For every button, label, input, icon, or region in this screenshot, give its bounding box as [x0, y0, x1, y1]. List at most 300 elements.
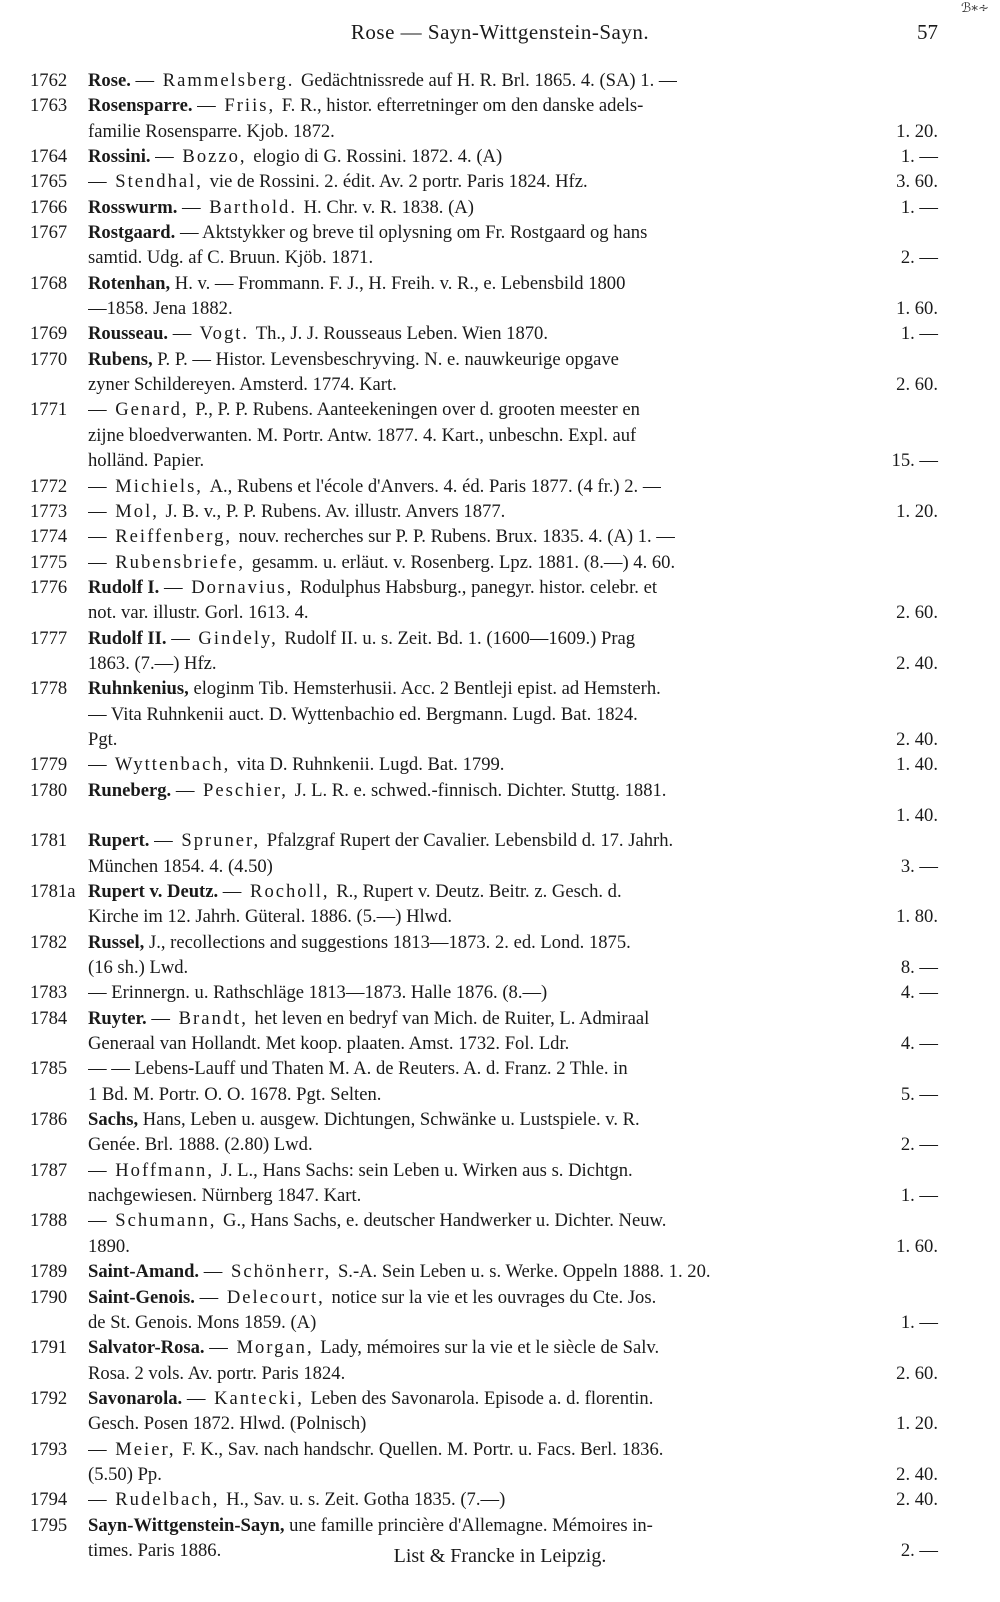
entry-description: Genée. Brl. 1888. (2.80) Lwd. [88, 1134, 313, 1156]
entry-description: 1 Bd. M. Portr. O. O. 1678. Pgt. Selten. [88, 1083, 382, 1105]
entry-text [88, 245, 373, 270]
entry-heading: Salvator-Rosa. [88, 1337, 210, 1359]
catalog-entry [0, 474, 1000, 499]
entry-line [88, 397, 938, 422]
entry-line [88, 930, 938, 955]
catalog-entry [0, 575, 1000, 626]
entry-line [88, 702, 938, 727]
entry-heading: Rubens, [88, 348, 158, 370]
entry-text [88, 1158, 633, 1183]
entry-description: H. Chr. v. R. 1838. (A) [303, 196, 474, 218]
entry-author: — Rubensbriefe, [88, 551, 252, 573]
entry-description: nouv. recherches sur P. P. Rubens. Brux. 1835. 4. (A) 1. — [238, 526, 675, 548]
entry-price: 1. 60. [896, 1235, 938, 1257]
entry-line [88, 93, 938, 118]
entry-number: 1787 [30, 1159, 68, 1181]
entry-description: het leven en bedryf van Mich. de Ruiter, L. Admiraal [254, 1007, 650, 1029]
entry-author: — Schumann, [88, 1210, 224, 1232]
entry-price: 1. 20. [896, 1413, 938, 1435]
catalog-entry [0, 1107, 1000, 1158]
entry-number: 1771 [30, 399, 68, 421]
entry-description: — Erinnergn. u. Rathschläge 1813—1873. Halle 1876. (8.—) [88, 982, 548, 1004]
entry-line [88, 119, 938, 144]
catalog-entry [0, 397, 1000, 473]
entry-number: 1792 [30, 1387, 68, 1409]
entry-description: Rosa. 2 vols. Av. portr. Paris 1824. [88, 1362, 346, 1384]
entry-text [88, 1132, 313, 1157]
entry-line [88, 1285, 938, 1310]
entry-text [88, 524, 675, 549]
entry-heading: Russel, [88, 931, 149, 953]
entry-text [88, 1361, 345, 1386]
entry-text [88, 980, 547, 1005]
catalog-entry [0, 676, 1000, 752]
catalog-entry [0, 1056, 1000, 1107]
entry-line [88, 980, 938, 1005]
entry-author: — Reiffenberg, [88, 526, 239, 548]
publisher-imprint: List & Francke in Leipzig. [393, 1545, 607, 1567]
entry-text [88, 676, 661, 701]
entry-text [88, 1462, 162, 1487]
entry-description: not. var. illustr. Gorl. 1613. 4. [88, 602, 309, 624]
entry-line [88, 1335, 938, 1360]
entry-author: — Morgan, [209, 1337, 321, 1359]
entry-text [88, 1335, 659, 1360]
entry-author: — Brandt, [151, 1007, 255, 1029]
entry-text [88, 727, 117, 752]
entry-line [88, 879, 938, 904]
entry-heading: Rostgaard. [88, 222, 180, 244]
entry-line [88, 575, 938, 600]
catalog-entry [0, 1259, 1000, 1284]
entry-description: vie de Rossini. 2. édit. Av. 2 portr. Paris 1824. Hfz. [209, 171, 588, 193]
entry-line [88, 169, 938, 194]
entry-description: Generaal van Hollandt. Met koop. plaaten. Amst. 1732. Fol. Ldr. [88, 1033, 570, 1055]
catalog-entry [0, 626, 1000, 677]
entry-text [88, 778, 666, 803]
entry-price: 1. 80. [896, 906, 938, 928]
entry-line [88, 144, 938, 169]
entry-line [88, 195, 938, 220]
catalog-entry [0, 195, 1000, 220]
entry-text [88, 397, 640, 422]
entry-description: nachgewiesen. Nürnberg 1847. Kart. [88, 1185, 362, 1207]
entry-text [88, 423, 636, 448]
entry-heading: Rossini. [88, 146, 156, 168]
entry-text [88, 626, 635, 651]
entry-price: 2. 60. [896, 1362, 938, 1384]
entry-price: 15. — [891, 450, 938, 472]
entry-text [88, 1310, 316, 1335]
catalog-entry [0, 550, 1000, 575]
entry-line [88, 676, 938, 701]
entry-price: 3. — [900, 855, 938, 877]
entry-author: — Mol, [88, 500, 166, 522]
entry-line [88, 1031, 938, 1056]
entry-line [88, 803, 938, 828]
entry-line [88, 727, 938, 752]
entry-description: P. P. — Histor. Levensbeschryving. N. e. nauwkeurige opgave [157, 348, 619, 370]
entry-author: — Meier, [88, 1438, 183, 1460]
entry-number: 1766 [30, 196, 68, 218]
catalog-entry [0, 347, 1000, 398]
entry-author: — Kantecki, [186, 1387, 311, 1409]
entry-text [88, 955, 188, 980]
entry-price: 5. — [900, 1083, 938, 1105]
catalog-entry [0, 879, 1000, 930]
entry-text [88, 1208, 666, 1233]
entry-text [88, 119, 335, 144]
catalog-entry [0, 930, 1000, 981]
entry-description: Hans, Leben u. ausgew. Dichtungen, Schwänke u. Lustspiele. v. R. [142, 1109, 640, 1131]
entry-description: familie Rosensparre. Kjob. 1872. [88, 120, 335, 142]
entry-number: 1777 [30, 627, 68, 649]
catalog-entry [0, 1487, 1000, 1512]
entry-text [88, 550, 675, 575]
entry-line [88, 220, 938, 245]
entry-author: — Stendhal, [88, 171, 210, 193]
running-head: Rose — Sayn-Wittgenstein-Sayn. [350, 20, 650, 44]
entry-number: 1791 [30, 1337, 68, 1359]
entry-text [88, 752, 504, 777]
entry-price: 1. 40. [896, 754, 938, 776]
entry-text [88, 144, 502, 169]
entry-description: times. Paris 1886. [88, 1539, 222, 1561]
entry-price: 4. — [900, 1033, 938, 1055]
entry-text [88, 474, 661, 499]
entry-price: 1. — [900, 196, 938, 218]
entry-text [88, 1411, 366, 1436]
entry-number: 1768 [30, 272, 68, 294]
entry-description: vita D. Ruhnkenii. Lugd. Bat. 1799. [236, 754, 505, 776]
entry-description: zijne bloedverwanten. M. Portr. Antw. 1877. 4. Kart., unbeschn. Expl. auf [88, 424, 637, 446]
entry-price: 1. — [900, 323, 938, 345]
entry-line [88, 904, 938, 929]
entry-price: 1. — [900, 146, 938, 168]
entry-description: —1858. Jena 1882. [88, 298, 233, 320]
entry-text [88, 68, 677, 93]
entry-author: — Dornavius, [163, 576, 300, 598]
catalog-entry [0, 93, 1000, 144]
entry-line [88, 1513, 938, 1538]
entry-text [88, 879, 622, 904]
entry-description: R., Rupert v. Deutz. Beitr. z. Gesch. d. [336, 881, 622, 902]
entry-line [88, 68, 938, 93]
entry-text [88, 93, 643, 118]
entry-text [88, 296, 233, 321]
entry-line [88, 372, 938, 397]
entry-description: Gesch. Posen 1872. Hlwd. (Polnisch) [88, 1413, 367, 1435]
entry-price: 1. — [900, 1185, 938, 1207]
catalog-entries [0, 68, 1000, 1563]
entry-line [88, 550, 938, 575]
entry-text [88, 930, 631, 955]
entry-text [88, 600, 309, 625]
entry-text [88, 1234, 130, 1259]
entry-line [88, 499, 938, 524]
entry-line [88, 1437, 938, 1462]
entry-number: 1788 [30, 1210, 68, 1232]
entry-line [88, 1462, 938, 1487]
entry-heading: Savonarola. [88, 1387, 187, 1409]
entry-price: 1. 60. [896, 298, 938, 320]
entry-description: de St. Genois. Mons 1859. (A) [88, 1311, 317, 1333]
entry-author: — Rammelsberg. [135, 70, 301, 91]
entry-price: 4. — [900, 982, 938, 1004]
catalog-entry [0, 828, 1000, 879]
entry-text [88, 1513, 653, 1538]
entry-price: 1. 40. [896, 804, 938, 826]
entry-price: 2. — [900, 1134, 938, 1156]
catalog-entry [0, 1006, 1000, 1057]
entry-price: 2. 60. [896, 602, 938, 624]
entry-author: — Bozzo, [155, 146, 254, 168]
entry-heading: Ruhnkenius, [88, 678, 194, 700]
entry-number: 1782 [30, 931, 68, 953]
entry-description: H. v. — Frommann. F. J., H. Freih. v. R., e. Lebensbild 1800 [174, 272, 626, 294]
entry-text [88, 1107, 640, 1132]
entry-description: 1863. (7.—) Hfz. [88, 652, 217, 674]
entry-heading: Ruyter. [88, 1007, 152, 1029]
entry-price: 2. 60. [896, 374, 938, 396]
entry-description: A., Rubens et l'école d'Anvers. 4. éd. Paris 1877. (4 fr.) 2. — [209, 475, 662, 497]
entry-description: J. L. R. e. schwed.-finnisch. Dichter. Stuttg. 1881. [294, 779, 667, 801]
entry-text [88, 169, 588, 194]
entry-description: — Aktstykker og breve til oplysning om Fr. Rostgaard og hans [179, 222, 648, 244]
entry-description: une famille princière d'Allemagne. Mémoires in- [289, 1514, 653, 1536]
entry-line [88, 828, 938, 853]
entry-text [88, 1487, 505, 1512]
entry-author: — Michiels, [88, 475, 210, 497]
entry-author: — Schönherr, [203, 1261, 338, 1283]
catalog-entry [0, 321, 1000, 346]
entry-number: 1765 [30, 171, 68, 193]
entry-number: 1780 [30, 779, 68, 801]
catalog-entry [0, 1208, 1000, 1259]
entry-description: Leben des Savonarola. Episode a. d. florentin. [310, 1387, 654, 1409]
entry-text [88, 1437, 663, 1462]
entry-price: 8. — [900, 957, 938, 979]
entry-text [88, 499, 505, 524]
entry-text [88, 220, 647, 245]
entry-author: — Friis, [197, 95, 282, 117]
catalog-entry [0, 980, 1000, 1005]
entry-number: 1790 [30, 1286, 68, 1308]
entry-number: 1794 [30, 1489, 68, 1511]
catalog-entry [0, 1285, 1000, 1336]
catalog-entry [0, 1386, 1000, 1437]
entry-line [88, 854, 938, 879]
entry-line [88, 1310, 938, 1335]
entry-number: 1781a [30, 881, 76, 902]
entry-price: 2. 40. [896, 652, 938, 674]
entry-description: Gedächtnissrede auf H. R. Brl. 1865. 4. (SA) 1. — [301, 70, 678, 91]
entry-line [88, 1386, 938, 1411]
entry-text [88, 372, 397, 397]
entry-text [88, 1285, 656, 1310]
entry-line [88, 524, 938, 549]
entry-line [88, 1487, 938, 1512]
entry-line [88, 1411, 938, 1436]
entry-heading: Rupert v. Deutz. [88, 881, 223, 902]
entry-price: 3. 60. [896, 171, 938, 193]
entry-number: 1789 [30, 1261, 68, 1283]
entry-line [88, 1183, 938, 1208]
page-header [0, 20, 1000, 50]
entry-description: Kirche im 12. Jahrh. Güteral. 1886. (5.—) Hlwd. [88, 906, 453, 928]
catalog-entry [0, 220, 1000, 271]
entry-author: — Gindely, [171, 627, 285, 649]
entry-text [88, 271, 625, 296]
entry-number: 1793 [30, 1438, 68, 1460]
entry-description: samtid. Udg. af C. Bruun. Kjöb. 1871. [88, 247, 374, 269]
entry-author: — Barthold. [182, 196, 304, 218]
entry-text [88, 195, 474, 220]
entry-line [88, 955, 938, 980]
entry-description: J. L., Hans Sachs: sein Leben u. Wirken aus s. Dichtgn. [220, 1159, 633, 1181]
entry-heading: Rosensparre. [88, 95, 198, 117]
entry-line [88, 1234, 938, 1259]
entry-number: 1774 [30, 526, 68, 548]
entry-number: 1762 [30, 70, 68, 91]
entry-text [88, 828, 673, 853]
entry-heading: Saint-Genois. [88, 1286, 200, 1308]
catalog-entry [0, 144, 1000, 169]
entry-line [88, 347, 938, 372]
entry-line [88, 423, 938, 448]
entry-line [88, 245, 938, 270]
entry-line [88, 1107, 938, 1132]
catalog-entry [0, 169, 1000, 194]
entry-text [88, 702, 638, 727]
entry-line [88, 1006, 938, 1031]
entry-line [88, 1361, 938, 1386]
entry-number: 1775 [30, 551, 68, 573]
entry-price: 1. 20. [896, 500, 938, 522]
entry-description: elogio di G. Rossini. 1872. 4. (A) [253, 146, 503, 168]
entry-text [88, 1006, 649, 1031]
entry-author: — Vogt. [172, 323, 256, 345]
entry-text [88, 448, 204, 473]
catalog-entry [0, 1335, 1000, 1386]
entry-line [88, 474, 938, 499]
entry-description: — — Lebens-Lauff und Thaten M. A. de Reuters. A. d. Franz. 2 Thle. in [88, 1058, 628, 1080]
entry-text [88, 651, 217, 676]
entry-description: F. R., histor. efterretninger om den danske adels- [281, 95, 644, 117]
entry-heading: Rotenhan, [88, 272, 175, 294]
entry-heading: Rupert. [88, 830, 155, 852]
catalog-entry [0, 778, 1000, 829]
entry-price: 2. — [900, 247, 938, 269]
entry-price: 2. 40. [896, 728, 938, 750]
entry-line [88, 1082, 938, 1107]
entry-line [88, 778, 938, 803]
entry-description: Th., J. J. Rousseaus Leben. Wien 1870. [255, 323, 548, 345]
entry-description: München 1854. 4. (4.50) [88, 855, 273, 877]
entry-line [88, 1259, 938, 1284]
entry-author: — Rocholl, [222, 881, 337, 902]
entry-number: 1764 [30, 146, 68, 168]
entry-description: H., Sav. u. s. Zeit. Gotha 1835. (7.—) [226, 1489, 506, 1511]
entry-author: — Spruner, [154, 830, 267, 852]
entry-text [88, 1386, 653, 1411]
entry-text [88, 575, 657, 600]
entry-description: zyner Schildereyen. Amsterd. 1774. Kart. [88, 374, 397, 396]
entry-heading: Sachs, [88, 1109, 143, 1131]
entry-description: P., P. P. Rubens. Aanteekeningen over d. grooten meester en [195, 399, 640, 421]
entry-text [88, 321, 548, 346]
entry-author: — Wyttenbach, [88, 754, 237, 776]
entry-description: eloginm Tib. Hemsterhusii. Acc. 2 Bentleji epist. ad Hemsterh. [193, 678, 661, 700]
entry-number: 1767 [30, 222, 68, 244]
entry-description: 1890. [88, 1235, 130, 1257]
entry-text [88, 1082, 381, 1107]
entry-description: Rudolf II. u. s. Zeit. Bd. 1. (1600—1609.) Prag [284, 627, 636, 649]
entry-description: J. B. v., P. P. Rubens. Av. illustr. Anvers 1877. [165, 500, 506, 522]
entry-description: F. K., Sav. nach handschr. Quellen. M. Portr. u. Facs. Berl. 1836. [182, 1438, 664, 1460]
catalog-entry [0, 271, 1000, 322]
entry-line [88, 1056, 938, 1081]
entry-heading: Rudolf II. [88, 627, 172, 649]
entry-number: 1783 [30, 982, 68, 1004]
catalog-entry [0, 1158, 1000, 1209]
entry-text [88, 347, 619, 372]
entry-description: Pfalzgraf Rupert der Cavalier. Lebensbild d. 17. Jahrh. [266, 830, 674, 852]
entry-author: — Rudelbach, [88, 1489, 227, 1511]
catalog-entry [0, 752, 1000, 777]
entry-description: Pgt. [88, 728, 118, 750]
entry-author: — Peschier, [175, 779, 295, 801]
entry-line [88, 296, 938, 321]
entry-text [88, 854, 273, 879]
entry-text [88, 904, 452, 929]
entry-number: 1779 [30, 754, 68, 776]
entry-description: J., recollections and suggestions 1813—1873. 2. ed. Lond. 1875. [148, 931, 631, 953]
entry-line [88, 752, 938, 777]
entry-line [88, 321, 938, 346]
entry-line [88, 1158, 938, 1183]
entry-text [88, 1031, 569, 1056]
catalog-entry [0, 499, 1000, 524]
entry-line [88, 448, 938, 473]
page-number: 57 [917, 20, 938, 44]
entry-number: 1778 [30, 678, 68, 700]
entry-description: notice sur la vie et les ouvrages du Cte. Jos. [331, 1286, 657, 1308]
entry-line [88, 271, 938, 296]
entry-author: — Delecourt, [199, 1286, 332, 1308]
entry-author: — Genard, [88, 399, 196, 421]
entry-description: (16 sh.) Lwd. [88, 957, 189, 979]
entry-number: 1770 [30, 348, 68, 370]
entry-heading: Rosswurm. [88, 196, 183, 218]
catalog-entry [0, 68, 1000, 93]
entry-text [88, 1183, 361, 1208]
entry-heading: Rudolf I. [88, 576, 164, 598]
entry-description: gesamm. u. erläut. v. Rosenberg. Lpz. 1881. (8.—) 4. 60. [251, 551, 676, 573]
entry-description: (5.50) Pp. [88, 1463, 162, 1485]
entry-heading: Rose. [88, 70, 136, 91]
entry-line [88, 626, 938, 651]
entry-number: 1763 [30, 95, 68, 117]
catalog-entry [0, 1437, 1000, 1488]
entry-number: 1769 [30, 323, 68, 345]
entry-line [88, 600, 938, 625]
entry-text [88, 1259, 711, 1284]
entry-description: G., Hans Sachs, e. deutscher Handwerker u. Dichter. Neuw. [223, 1210, 667, 1232]
entry-price: 1. 20. [896, 120, 938, 142]
entry-heading: Saint-Amand. [88, 1261, 204, 1283]
entry-number: 1784 [30, 1007, 68, 1029]
